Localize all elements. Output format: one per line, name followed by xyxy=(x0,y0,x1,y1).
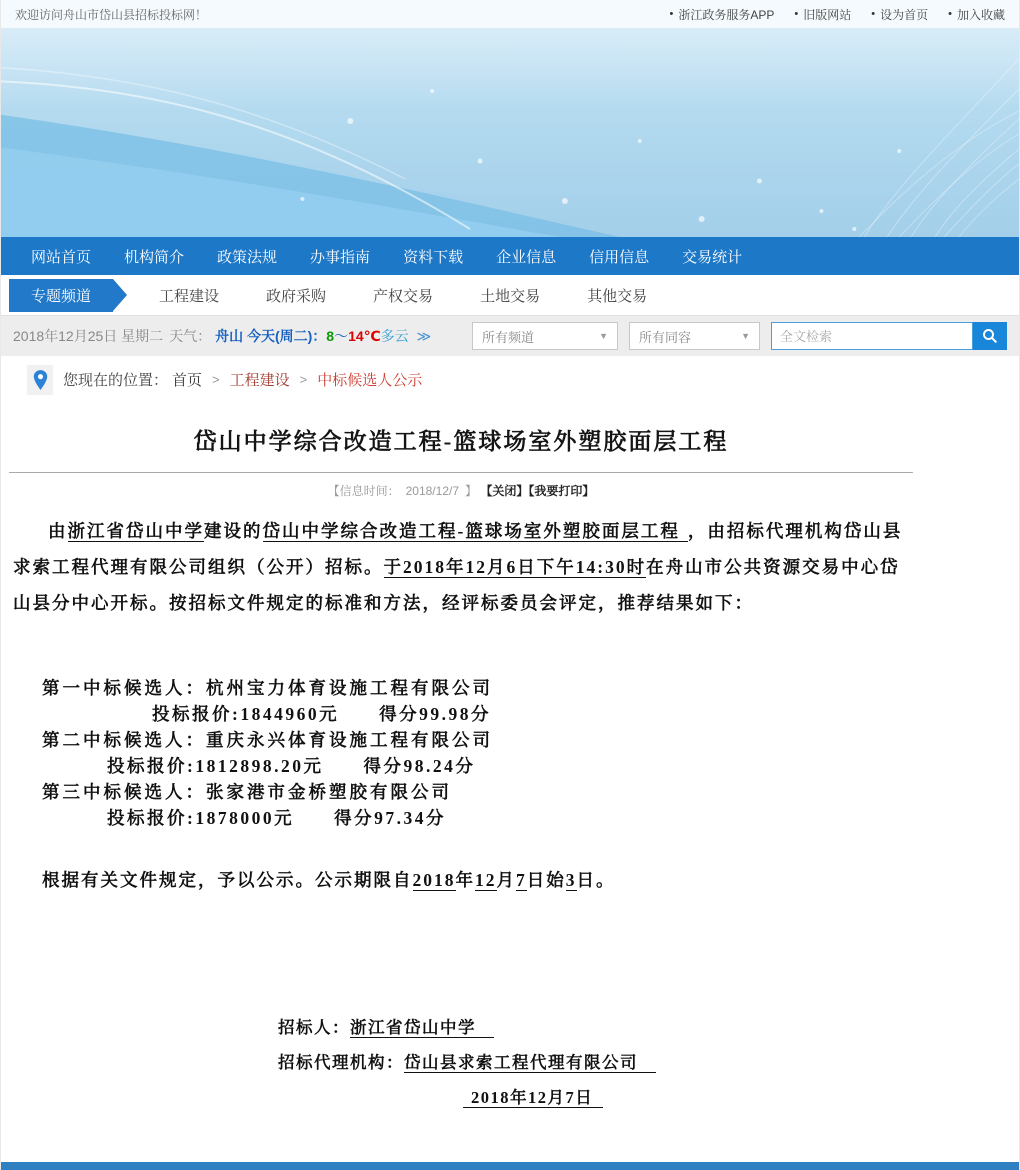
article-meta xyxy=(9,482,913,499)
candidate-price: 投标报价:1844960元 xyxy=(152,704,340,724)
nav-item-home[interactable]: 网站首页 xyxy=(31,248,92,266)
subnav-item-construction[interactable]: 工程建设 xyxy=(159,287,220,305)
info-time-value: 2018/12/7 xyxy=(405,484,459,498)
chevron-down-icon: ▼ xyxy=(741,331,750,341)
nav-item-downloads[interactable]: 资料下载 xyxy=(403,248,464,266)
candidate-2 xyxy=(42,727,913,779)
top-link-set-home[interactable] xyxy=(871,6,928,23)
weather-today-label: 今天(周二)： xyxy=(246,328,327,344)
location-pin-icon xyxy=(32,369,49,391)
bidder-value-underlined: 浙江省岱山中学 xyxy=(350,1018,494,1037)
search-input[interactable] xyxy=(771,322,973,350)
channel-select[interactable] xyxy=(472,322,618,350)
breadcrumb-separator: > xyxy=(299,372,308,387)
sign-date-underlined: 2018年12月7日 xyxy=(463,1088,603,1108)
title-divider xyxy=(9,472,913,473)
para-segment: 在舟山市公共资源交易中心岱山县分中心开标。按招标文件规定的标准和方法，经评标委员会评定，推荐结果如下： xyxy=(13,557,900,613)
breadcrumb-label: 您现在的位置： xyxy=(63,372,169,389)
weather-label: 天气： xyxy=(169,328,212,344)
project-name-underlined: 岱山中学综合改造工程-篮球场室外塑胶面层工程 xyxy=(263,521,688,542)
breadcrumb-separator: > xyxy=(212,372,220,387)
note-month-underlined: 12 xyxy=(475,870,497,890)
note-segment: 年 xyxy=(455,870,475,890)
nav-item-enterprise[interactable]: 企业信息 xyxy=(496,248,557,266)
sign-date-line xyxy=(463,1080,913,1115)
note-segment: 日始 xyxy=(526,870,566,890)
candidate-score: 得分99.98分 xyxy=(379,704,491,724)
banner-waves-graphic xyxy=(1,29,1019,237)
candidate-1 xyxy=(42,675,913,727)
note-segment: 月 xyxy=(496,870,516,890)
search-button[interactable] xyxy=(973,322,1007,350)
bidder-name-underlined: 浙江省岱山中学 xyxy=(67,521,204,541)
article xyxy=(9,423,913,1115)
candidate-score: 得分98.24分 xyxy=(363,756,476,776)
breadcrumb-section-link[interactable]: 工程建设 xyxy=(229,372,290,389)
channel-select-value: 所有频道 xyxy=(482,329,535,345)
search-filters xyxy=(472,322,1007,350)
candidate-price: 投标报价:1812898.20元 xyxy=(107,756,324,776)
weather-more-link[interactable]: ≫ xyxy=(416,328,432,344)
location-pin-box xyxy=(27,365,53,395)
subnav-item-procurement[interactable]: 政府采购 xyxy=(266,287,327,305)
subnav-item-other[interactable]: 其他交易 xyxy=(587,287,648,305)
nav-item-statistics[interactable]: 交易统计 xyxy=(682,248,743,266)
agency-line xyxy=(278,1045,913,1080)
welcome-text: 欢迎访问舟山市岱山县招标投标网！ xyxy=(15,7,208,22)
top-link-favorite[interactable] xyxy=(948,6,1005,23)
nav-item-policy[interactable]: 政策法规 xyxy=(217,248,278,266)
info-time-label: 【信息时间： xyxy=(327,484,400,498)
top-link-label: 浙江政务服务APP xyxy=(678,7,775,22)
note-duration-underlined: 3 xyxy=(565,870,577,890)
para-segment: 由 xyxy=(48,521,68,541)
note-day-underlined: 7 xyxy=(516,870,527,890)
weather-condition-link[interactable]: 多云 xyxy=(380,328,409,344)
date-text: 2018年12月25日 星期二 xyxy=(13,328,164,344)
para-segment: 建设的 xyxy=(204,521,263,541)
subnav-active-special-channel[interactable]: 专题频道 xyxy=(9,279,113,312)
note-segment: 日。 xyxy=(576,870,616,890)
candidate-score: 得分97.34分 xyxy=(334,808,446,828)
subnav-item-land[interactable]: 土地交易 xyxy=(480,287,541,305)
candidate-company: 重庆永兴体育设施工程有限公司 xyxy=(206,730,493,750)
top-link-label: 加入收藏 xyxy=(956,7,1005,22)
candidate-rank-label: 第一中标候选人： xyxy=(42,678,206,698)
signature-block xyxy=(278,1010,913,1115)
candidate-company: 张家港市金桥塑胶有限公司 xyxy=(206,782,452,802)
candidate-list xyxy=(42,675,913,831)
nav-item-about[interactable]: 机构简介 xyxy=(124,248,185,266)
weather-city-link[interactable]: 舟山 xyxy=(215,328,244,344)
nav-item-credit[interactable]: 信用信息 xyxy=(589,248,650,266)
temp-high: 14℃ xyxy=(348,328,381,344)
candidate-rank-line xyxy=(42,779,913,805)
announcement-paragraph xyxy=(13,513,909,621)
search-icon xyxy=(981,327,999,345)
candidate-rank-line xyxy=(42,675,913,701)
bidder-line xyxy=(278,1010,913,1045)
sub-navigation xyxy=(1,275,1019,315)
note-year-underlined: 2018 xyxy=(412,870,456,890)
bullet-icon: • xyxy=(669,7,674,20)
top-utility-bar xyxy=(1,0,1019,29)
page-title: 岱山中学综合改造工程-篮球场室外塑胶面层工程 xyxy=(193,429,729,454)
candidate-rank-label: 第三中标候选人： xyxy=(42,782,206,802)
temp-low: 8 xyxy=(326,328,335,344)
close-button[interactable]: 【关闭】 xyxy=(480,484,529,498)
nav-item-guide[interactable]: 办事指南 xyxy=(310,248,371,266)
top-link-app[interactable] xyxy=(670,6,775,23)
temp-separator: ～ xyxy=(334,328,349,344)
chevron-down-icon: ▼ xyxy=(599,331,608,341)
breadcrumb xyxy=(1,356,1019,403)
info-search-bar xyxy=(1,315,1019,356)
candidate-3 xyxy=(42,779,913,831)
bullet-icon: • xyxy=(948,7,952,20)
footer-bar xyxy=(1,1162,1019,1170)
content-select-value: 所有同容 xyxy=(639,329,692,345)
top-link-old-site[interactable] xyxy=(794,6,851,23)
agency-label: 招标代理机构： xyxy=(278,1053,404,1072)
top-link-label: 设为首页 xyxy=(880,7,929,22)
article-body xyxy=(13,513,909,621)
bullet-icon: • xyxy=(871,7,876,20)
top-links xyxy=(670,6,1006,23)
bidder-label: 招标人： xyxy=(278,1018,350,1037)
candidate-company: 杭州宝力体育设施工程有限公司 xyxy=(206,678,493,698)
candidate-rank-line xyxy=(42,727,913,753)
subnav-items xyxy=(159,285,647,306)
content-select[interactable] xyxy=(629,322,760,350)
bullet-icon: • xyxy=(794,7,799,20)
publicity-note xyxy=(42,867,913,892)
candidate-price-line xyxy=(107,753,913,779)
info-time-close: 】 xyxy=(465,484,478,498)
note-segment: 根据有关文件规定，予以公示。公示期限自 xyxy=(42,870,413,890)
para-segment: ，由招标代理机构岱山县求索工程代理有限公司组织（公开）招标。 xyxy=(13,521,903,577)
agency-value-underlined: 岱山县求索工程代理有限公司 xyxy=(404,1053,656,1072)
search-box xyxy=(771,322,1007,350)
banner-image xyxy=(1,29,1019,237)
open-bid-time-underlined: 于2018年12月6日下午14:30时 xyxy=(383,557,647,577)
breadcrumb-home-link[interactable]: 首页 xyxy=(172,372,203,389)
candidate-price: 投标报价:1878000元 xyxy=(107,808,295,828)
print-button[interactable]: 【我要打印】 xyxy=(528,484,595,498)
weather-widget xyxy=(169,326,431,346)
top-link-label: 旧版网站 xyxy=(803,7,852,22)
candidate-price-line xyxy=(107,805,913,831)
candidate-rank-label: 第二中标候选人： xyxy=(42,730,206,750)
candidate-price-line xyxy=(152,701,913,727)
breadcrumb-current-link[interactable]: 中标候选人公示 xyxy=(317,372,423,389)
main-navigation xyxy=(1,237,1019,275)
subnav-item-property[interactable]: 产权交易 xyxy=(373,287,434,305)
